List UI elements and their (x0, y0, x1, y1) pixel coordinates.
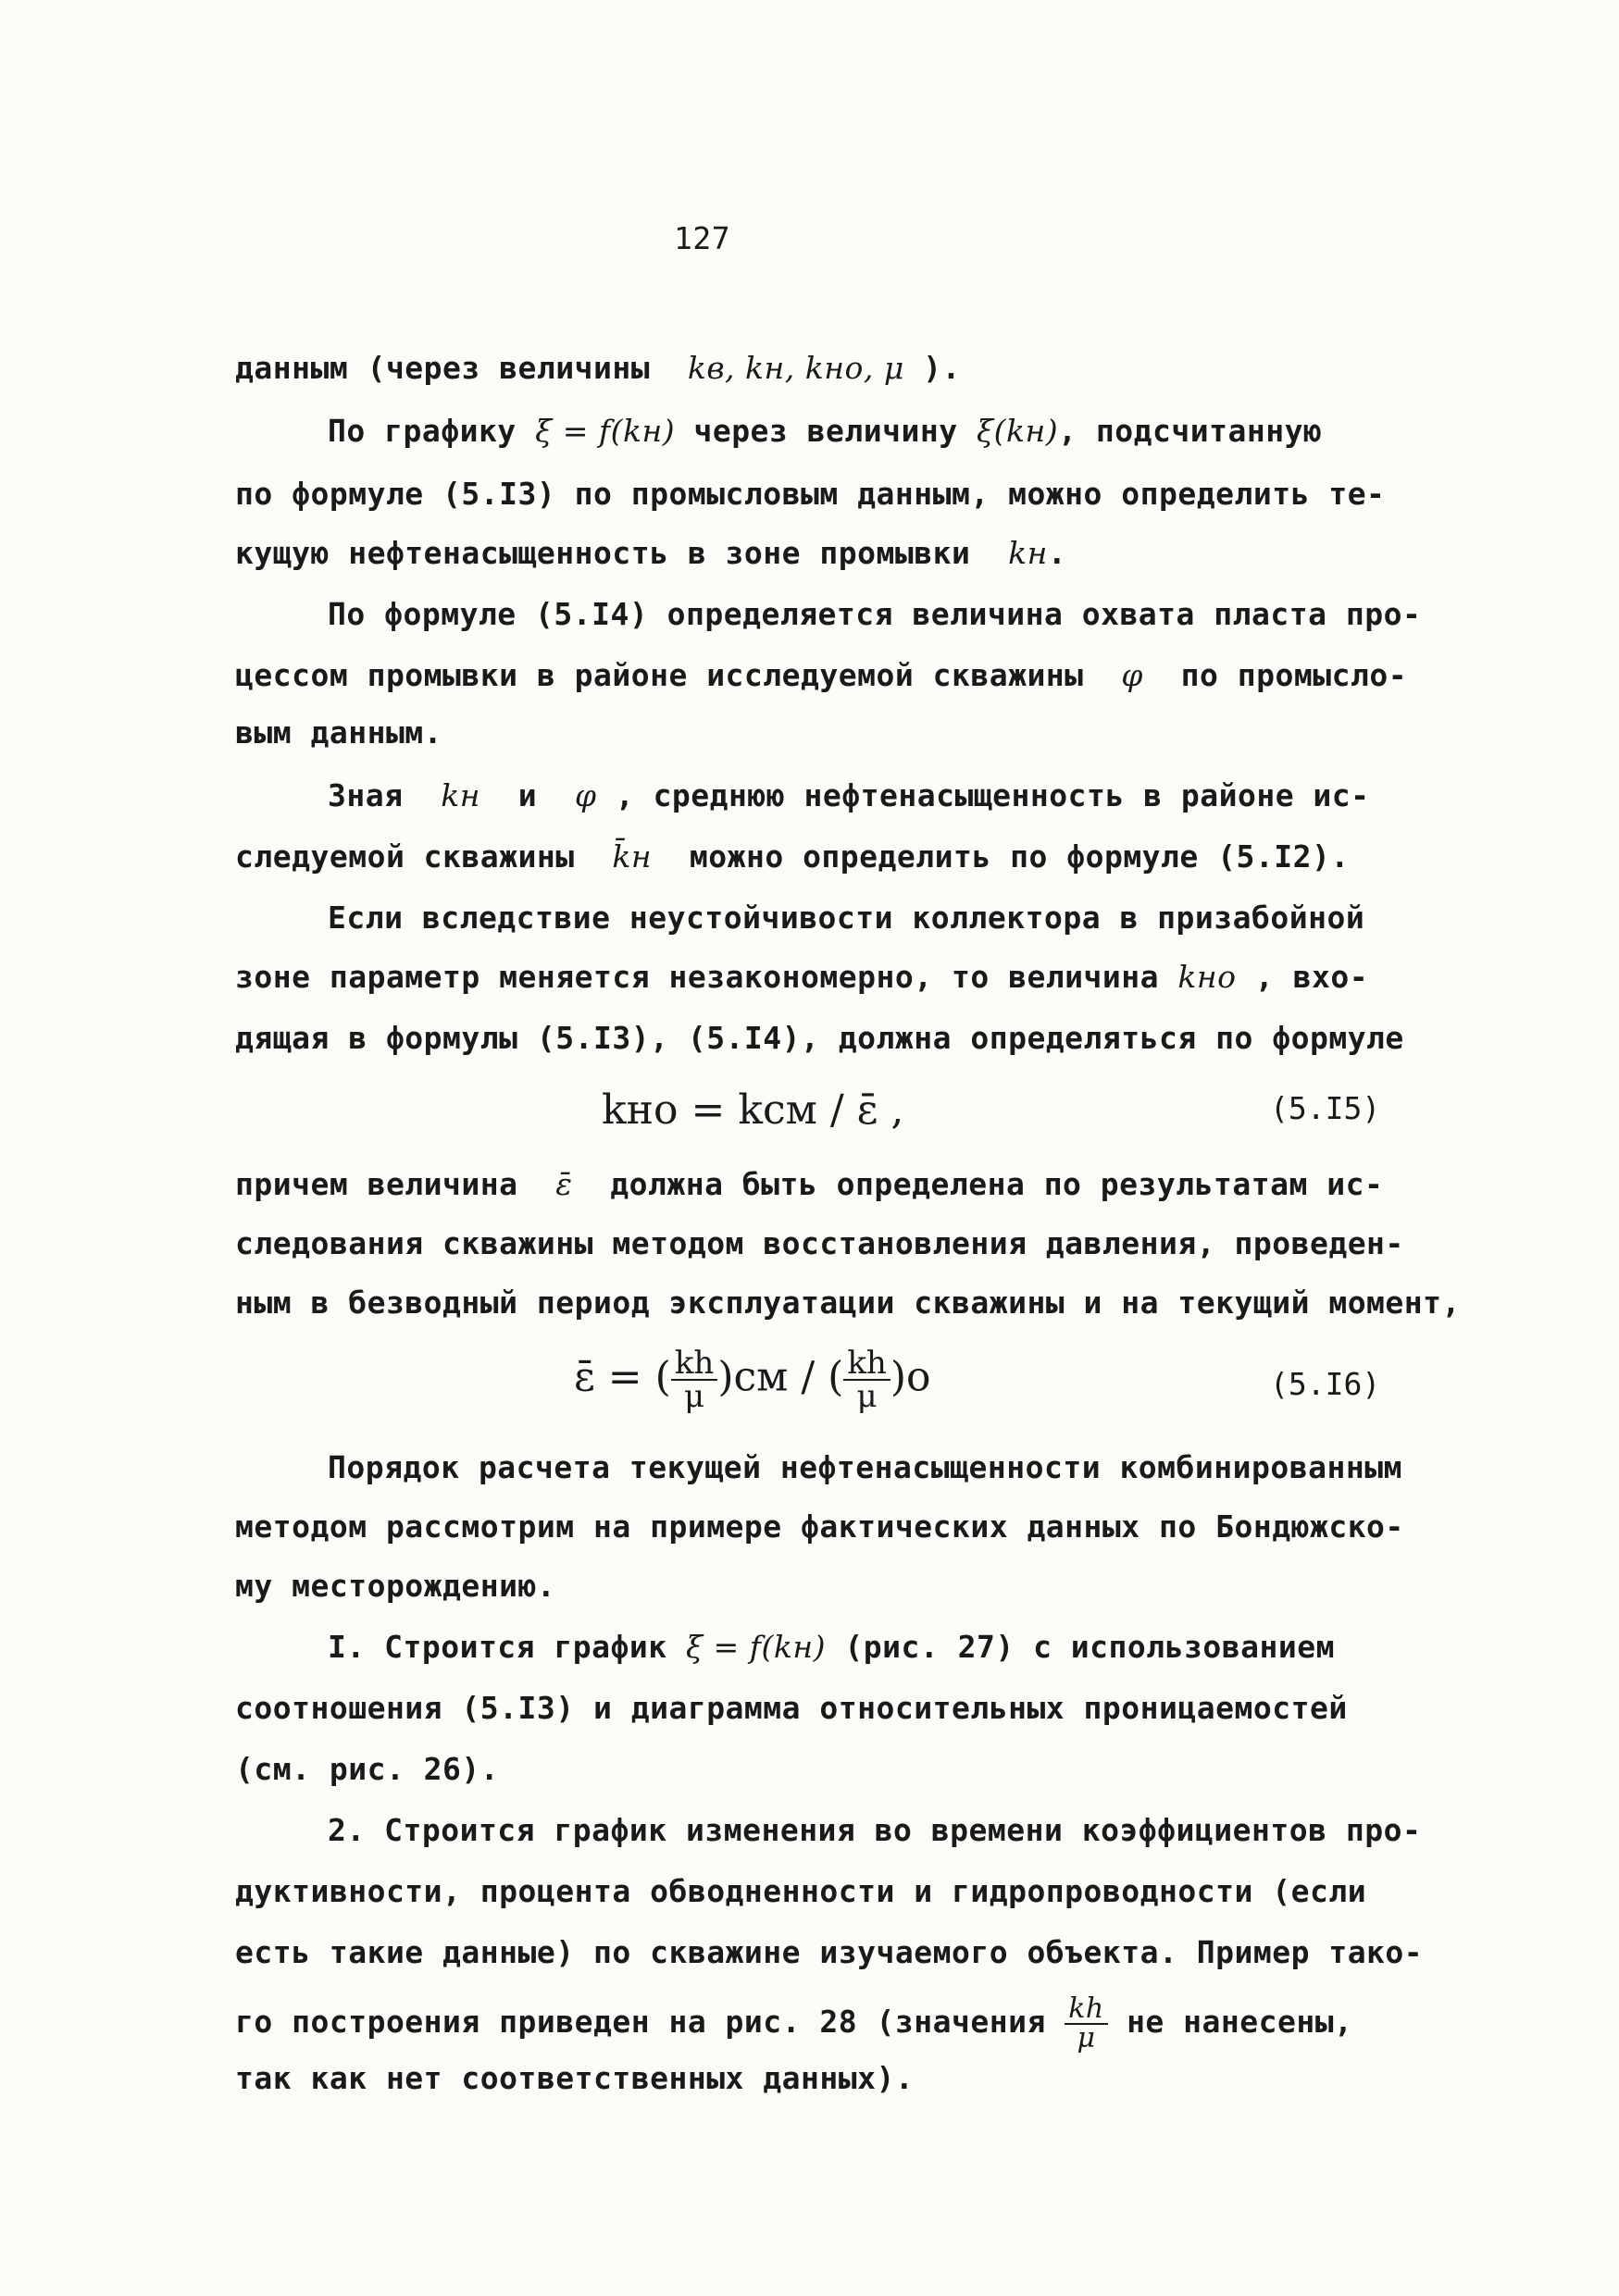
formula-inline: φ (574, 777, 597, 813)
text-line-24: есть такие данные) по скважине изучаемого объекта. Пример тако- (235, 1934, 1424, 1970)
text-line-18: му месторождению. (235, 1568, 556, 1604)
text-line-6: цессом промывки в районе исследуемой скважины φ по промысло- (235, 657, 1408, 693)
text-line-26: так как нет соответственных данных). (235, 2060, 915, 2096)
text-line-14: следования скважины методом восстановления давления, проведен- (235, 1225, 1404, 1261)
text-line-25: го построения приведен на рис. 28 (значения $\frac{kh}{\mu}$ не нанесены, (235, 1992, 1353, 2054)
formula-inline: k̄н (612, 838, 653, 875)
equation-5-15: kно = kсм / ε̄ , (602, 1086, 904, 1134)
text-line-12: дящая в формулы (5.I3), (5.I4), должна определяться по формуле (235, 1020, 1404, 1056)
equation-number-5-16: (5.I6) (1270, 1366, 1381, 1402)
text-line-1: данным (через величины kв, kн, kно, μ ). (235, 350, 961, 386)
text-line-22: 2. Строится график изменения во времени коэффициентов про- (328, 1812, 1422, 1848)
formula-inline: kн (441, 777, 480, 813)
formula-fraction: $\frac{kh}{\mu}$ (1065, 1995, 1108, 2053)
formula-inline: φ (1121, 657, 1143, 693)
formula-inline: ξ = f(kн) (535, 413, 676, 449)
text-line-3: по формуле (5.I3) по промысловым данным, можно определить те- (235, 476, 1386, 512)
text-line-7: вым данным. (235, 714, 443, 751)
text-line-2: По графику ξ = f(kн) через величину ξ(kн), подсчитанную (328, 413, 1323, 449)
formula-inline: ξ(kн) (976, 413, 1059, 449)
text-line-20: соотношения (5.I3) и диаграмма относительных проницаемостей (235, 1690, 1348, 1726)
text-line-11: зоне параметр меняется незакономерно, то величина kно , вхо- (235, 959, 1369, 995)
text-line-21: (см. рис. 26). (235, 1751, 500, 1787)
text-line-8: Зная kн и φ , среднюю нефтенасыщенность в районе ис- (328, 777, 1370, 813)
formula-inline: ξ = f(kн) (686, 1629, 827, 1665)
text-line-23: дуктивности, процента обводненности и гидропроводности (если (235, 1873, 1367, 1909)
text-line-17: методом рассмотрим на примере фактических данных по Бондюжско- (235, 1508, 1404, 1545)
text-line-13: причем величина ε̄ должна быть определена по результатам ис- (235, 1166, 1384, 1202)
equation-number-5-15: (5.I5) (1270, 1090, 1381, 1126)
text-line-16: Порядок расчета текущей нефтенасыщенности комбинированным (328, 1449, 1402, 1485)
text-line-15: ным в безводный период эксплуатации скважины и на текущий момент, (235, 1285, 1461, 1321)
text-line-9: следуемой скважины k̄н можно определить по формуле (5.I2). (235, 838, 1350, 875)
formula-inline: kн (1008, 535, 1048, 571)
text-line-10: Если вследствие неустойчивости коллектора в призабойной (328, 900, 1365, 936)
text-line-19: I. Строится график ξ = f(kн) (рис. 27) с использованием (328, 1629, 1335, 1665)
formula-inline: ε̄ (555, 1166, 573, 1202)
text-line-5: По формуле (5.I4) определяется величина охвата пласта про- (328, 596, 1422, 632)
formula-inline: kв, kн, kно, μ (687, 350, 904, 386)
page-number: 127 (674, 220, 731, 256)
text-line-4: кущую нефтенасыщенность в зоне промывки kн. (235, 535, 1067, 571)
formula-inline: kно (1177, 959, 1237, 995)
equation-5-16: ε̄ = ( $\frac{kh}{\mu}$ )см / ( $\frac{kh}{\mu}$ )о (574, 1345, 931, 1415)
